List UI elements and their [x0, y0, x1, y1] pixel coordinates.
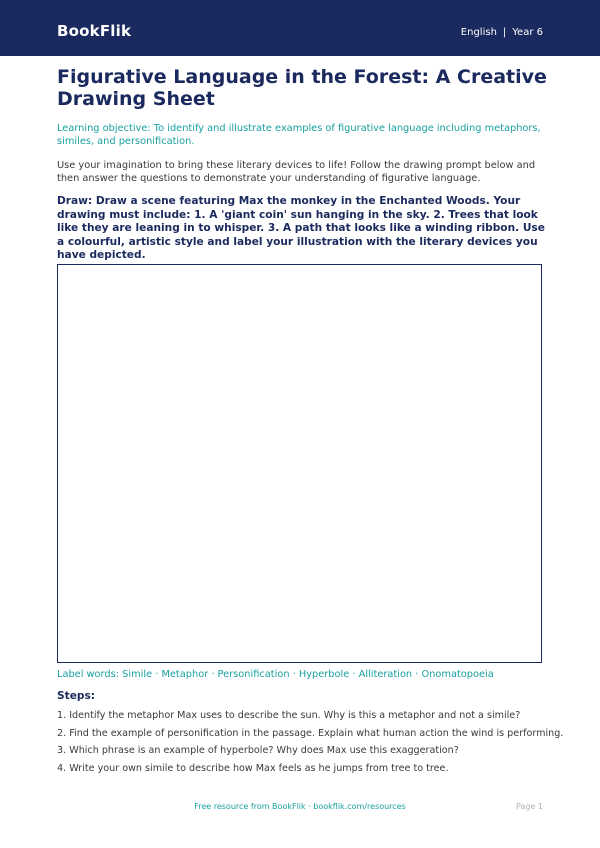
step-item: 1. Identify the metaphor Max uses to describe the sun. Why is this a metaphor and not a simile?: [57, 710, 521, 721]
step-item: 2. Find the example of personification in the passage. Explain what human action the wind is performing.: [57, 727, 564, 739]
year-label: Year 6: [512, 27, 543, 38]
subject-label: English: [460, 27, 497, 38]
header-bar: [0, 0, 600, 56]
step-item: 4. Write your own simile to describe how Max feels as he jumps from tree to tree.: [57, 762, 449, 774]
page-number: Page 1: [516, 802, 543, 811]
drawing-prompt: Draw: Draw a scene featuring Max the monkey in the Enchanted Woods. Your drawing must include: 1. A 'giant coin' sun hanging in the sky. 2. Trees that look like they are leaning in to whisper. 3. A path that looks like a winding ribbon. Use a colourful, artistic style and label your illustration with the literary devices you have depicted.: [57, 195, 545, 261]
brand-logo[interactable]: BookFlik: [57, 22, 132, 40]
intro-text: Use your imagination to bring these literary devices to life! Follow the drawing prompt below and then answer the questions to demonstrate your understanding of figurative language.: [57, 160, 536, 184]
label-words: Label words: Simile · Metaphor · Personification · Hyperbole · Alliteration · Onomatopoeia: [57, 669, 494, 680]
footer-credit[interactable]: Free resource from BookFlik · bookflik.com/resources: [194, 802, 406, 811]
page-title: Figurative Language in the Forest: A Creative Drawing Sheet: [57, 66, 547, 110]
learning-objective: Learning objective: To identify and illustrate examples of figurative language including metaphors, similes, and personification.: [57, 123, 541, 147]
subject-year-label: [461, 27, 543, 38]
drawing-area[interactable]: [57, 264, 542, 663]
separator: |: [502, 27, 507, 38]
steps-heading: Steps:: [57, 690, 96, 702]
steps-list: [57, 710, 564, 780]
step-item: 3. Which phrase is an example of hyperbole? Why does Max use this exaggeration?: [57, 745, 459, 756]
